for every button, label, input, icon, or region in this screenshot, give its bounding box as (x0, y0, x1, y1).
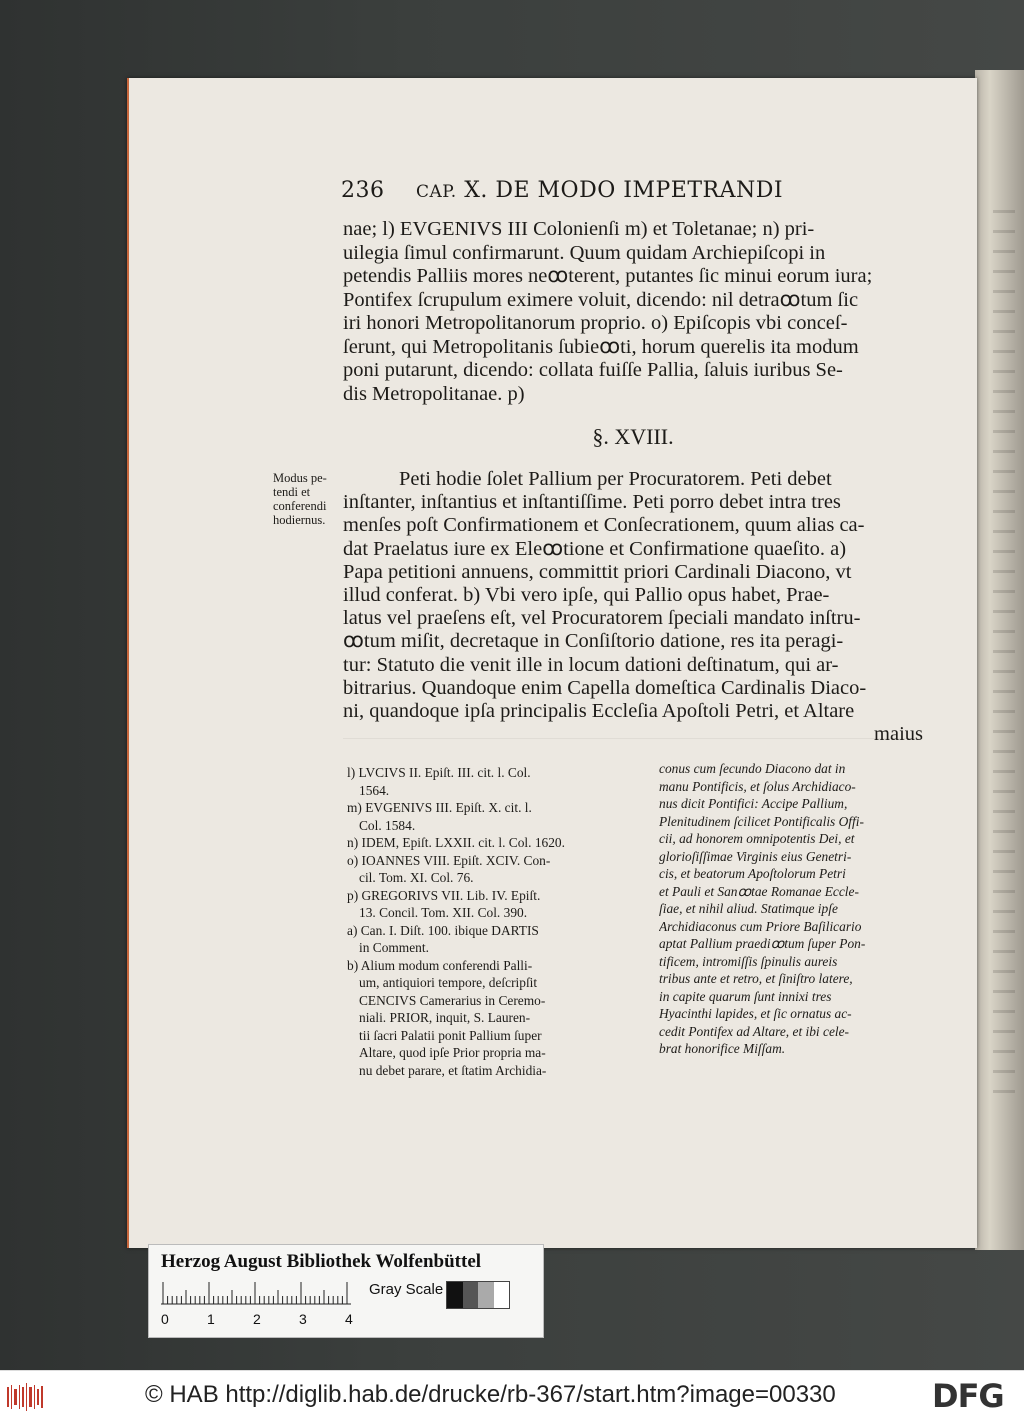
book-page (127, 78, 977, 1248)
margin-note-line: tendi et (273, 485, 311, 499)
footnote-line: Plenitudinem ſcilicet Pontificalis Offi- (659, 813, 864, 829)
ruler-number: 2 (253, 1311, 261, 1327)
footnote-line: manu Pontificis, et ſolus Archidiaco- (659, 778, 856, 794)
text-line: petendis Palliis mores neꝏterent, putantes ſic minui eorum iura; (343, 265, 873, 287)
footnote-line: et Pauli et Sanꝏtae Romanae Eccle- (659, 883, 859, 899)
adjacent-page-edge (975, 70, 1024, 1250)
footnote-line: brat honorifice Miſſam. (659, 1041, 786, 1056)
footnote-line: o) IOANNES VIII. Epiſt. XCIV. Con- (347, 852, 551, 868)
ruler-number: 4 (345, 1311, 353, 1327)
ruler-number: 1 (207, 1311, 215, 1327)
library-name: Herzog August Bibliothek Wolfenbüttel (161, 1251, 482, 1272)
footnotes-right-column (659, 760, 929, 1058)
footnote-line: cii, ad honorem omnipotentis Dei, et (659, 831, 855, 846)
footnote-line: conus cum ſecundo Diacono dat in (659, 761, 846, 776)
footnote-line: cil. Tom. XI. Col. 76. (359, 870, 474, 885)
footnote-line: nu debet parare, et ſtatim Archidia- (359, 1062, 547, 1078)
paragraph-1 (343, 218, 923, 406)
dfg-logo: DFG (932, 1377, 1004, 1415)
margin-note-line: Modus pe- (273, 471, 327, 485)
footnote-line: m) EVGENIVS III. Epiſt. X. cit. l. (347, 800, 532, 815)
text-line: ſerunt, qui Metropolitanis ſubieꝏti, horum querelis ita modum (343, 335, 859, 358)
footnote-line: Archidiaconus cum Priore Baſilicario (659, 918, 862, 934)
footnote-line: cedit Pontifex ad Altare, et ibi cele- (659, 1023, 850, 1039)
text-line: tur: Statuto die venit ille in locum dationi deſtinatum, qui ar- (343, 653, 839, 676)
text-line: ni, quandoque ipſa principalis Eccleſia Apoſtoli Petri, et Altare (343, 700, 855, 723)
text-line: iri honori Metropolitanorum proprio. o) Epiſcopis vbi conceſ- (343, 312, 848, 334)
footnote-line: CENCIVS Camerarius in Ceremo- (359, 992, 546, 1008)
page-number: 236 (341, 178, 385, 203)
footnote-line: in capite quarum ſunt innixi tres (659, 988, 832, 1004)
footnote-line: tii ſacri Palatii ponit Pallium ſuper (359, 1027, 542, 1043)
ruler-number: 0 (161, 1311, 169, 1327)
footnote-line: n) IDEM, Epiſt. LXXII. cit. l. Col. 1620. (347, 835, 565, 850)
gray-swatch (478, 1282, 494, 1308)
footnote-line: aptat Pallium praediꝏtum ſuper Pon- (659, 936, 866, 951)
footnote-line: nus dicit Pontifici: Accipe Pallium, (659, 796, 848, 811)
running-header (341, 178, 841, 212)
text-line: dat Praelatus iure ex Eleꝏtione et Confirmatione quaeſito. a) (343, 537, 847, 560)
text-line: poni putarunt, dicendo: collata fuiſſe Pallia, ſaluis iuribus Se- (343, 359, 843, 381)
paragraph-2 (343, 468, 923, 746)
footnote-line: um, antiquiori tempore, deſcripſit (359, 975, 538, 990)
margin-note-line: hodiernus. (273, 513, 326, 527)
text-line: maius (874, 723, 923, 746)
library-color-chart-label (148, 1244, 544, 1338)
ruler-number: 3 (299, 1311, 307, 1327)
margin-note (273, 471, 348, 527)
gray-scale-label: Gray Scale (369, 1281, 444, 1298)
footnote-line: 1564. (359, 782, 390, 798)
text-line: uilegia ſimul confirmarunt. Quum quidam Archiepiſcopi in (343, 241, 826, 264)
footnote-line: in Comment. (359, 940, 429, 955)
running-title: X. DE MODO IMPETRANDI (464, 178, 784, 203)
text-line: menſes poſt Confirmationem et Conſecrationem, quum alias ca- (343, 514, 865, 537)
text-line: nae; l) EVGENIVS III Colonienſi m) et Toletanae; n) pri- (343, 218, 815, 240)
text-line: Papa petitioni annuens, committit priori Cardinali Diacono, vt (343, 560, 852, 583)
copyright-url[interactable]: © HAB http://diglib.hab.de/drucke/rb-367/start.htm?image=00330 (145, 1381, 836, 1408)
text-line: inſtanter, inſtantius et inſtantiſſime. Peti porro debet intra tres (343, 491, 841, 514)
text-line: Pontifex ſcrupulum eximere voluit, dicendo: nil detraꝏtum ſic (343, 288, 859, 311)
text-line: bitrarius. Quandoque enim Capella domeſtica Cardinalis Diaco- (343, 676, 867, 699)
footnote-line: a) Can. I. Diſt. 100. ibique DARTIS (347, 922, 539, 938)
gray-swatch (494, 1282, 510, 1308)
footnote-line: Altare, quod ipſe Prior propria ma- (359, 1045, 546, 1060)
gray-swatch (447, 1282, 463, 1308)
footnote-line: tribus ante et retro, et ſiniſtro latere, (659, 971, 853, 986)
footnote-line: Col. 1584. (359, 817, 416, 833)
footer-bar (0, 1370, 1024, 1420)
footnote-line: Hyacinthi lapides, et ſic ornatus ac- (659, 1006, 852, 1021)
running-title-prefix: CAP. (416, 182, 457, 202)
text-line: Peti hodie ſolet Pallium per Procuratorem. Peti debet (399, 468, 832, 490)
ruler-numbers (159, 1311, 359, 1329)
footnote-line: 13. Concil. Tom. XII. Col. 390. (359, 905, 528, 920)
footnote-line: cis, et beatorum Apoſtolorum Petri (659, 866, 846, 881)
footnote-line: glorioſiſſimae Virginis eius Genetri- (659, 848, 852, 864)
footnote-line: l) LVCIVS II. Epiſt. III. cit. l. Col. (347, 765, 531, 780)
hab-barcode-logo-icon (6, 1383, 46, 1411)
ruler-scale (161, 1279, 351, 1305)
text-line: illud conferat. b) Vbi vero ipſe, qui Pallio opus habet, Prae- (343, 584, 830, 607)
footnote-divider (343, 738, 923, 739)
margin-note-line: conferendi (273, 499, 327, 513)
text-line: latus vel praeſens eſt, vel Procuratorem ſpeciali mandato inſtru- (343, 607, 861, 630)
footnotes-left-column (347, 764, 632, 1079)
gray-swatch (463, 1282, 479, 1308)
footnote-line: niali. PRIOR, inquit, S. Lauren- (359, 1010, 531, 1025)
section-heading: §. XVIII. (592, 424, 674, 449)
footnote-line: tificem, intromiſſis ſpinulis aureis (659, 953, 838, 969)
footnote-line: p) GREGORIVS VII. Lib. IV. Epiſt. (347, 887, 541, 903)
text-line: dis Metropolitanae. p) (343, 382, 525, 405)
footnote-line: ſiae, et nihil aliud. Statimque ipſe (659, 901, 838, 916)
text-line: ꝏtum miſit, decretaque in Conſiſtorio datione, res ita peragi- (343, 630, 844, 653)
gray-scale-swatches (446, 1281, 510, 1309)
footnote-line: b) Alium modum conferendi Palli- (347, 957, 533, 973)
